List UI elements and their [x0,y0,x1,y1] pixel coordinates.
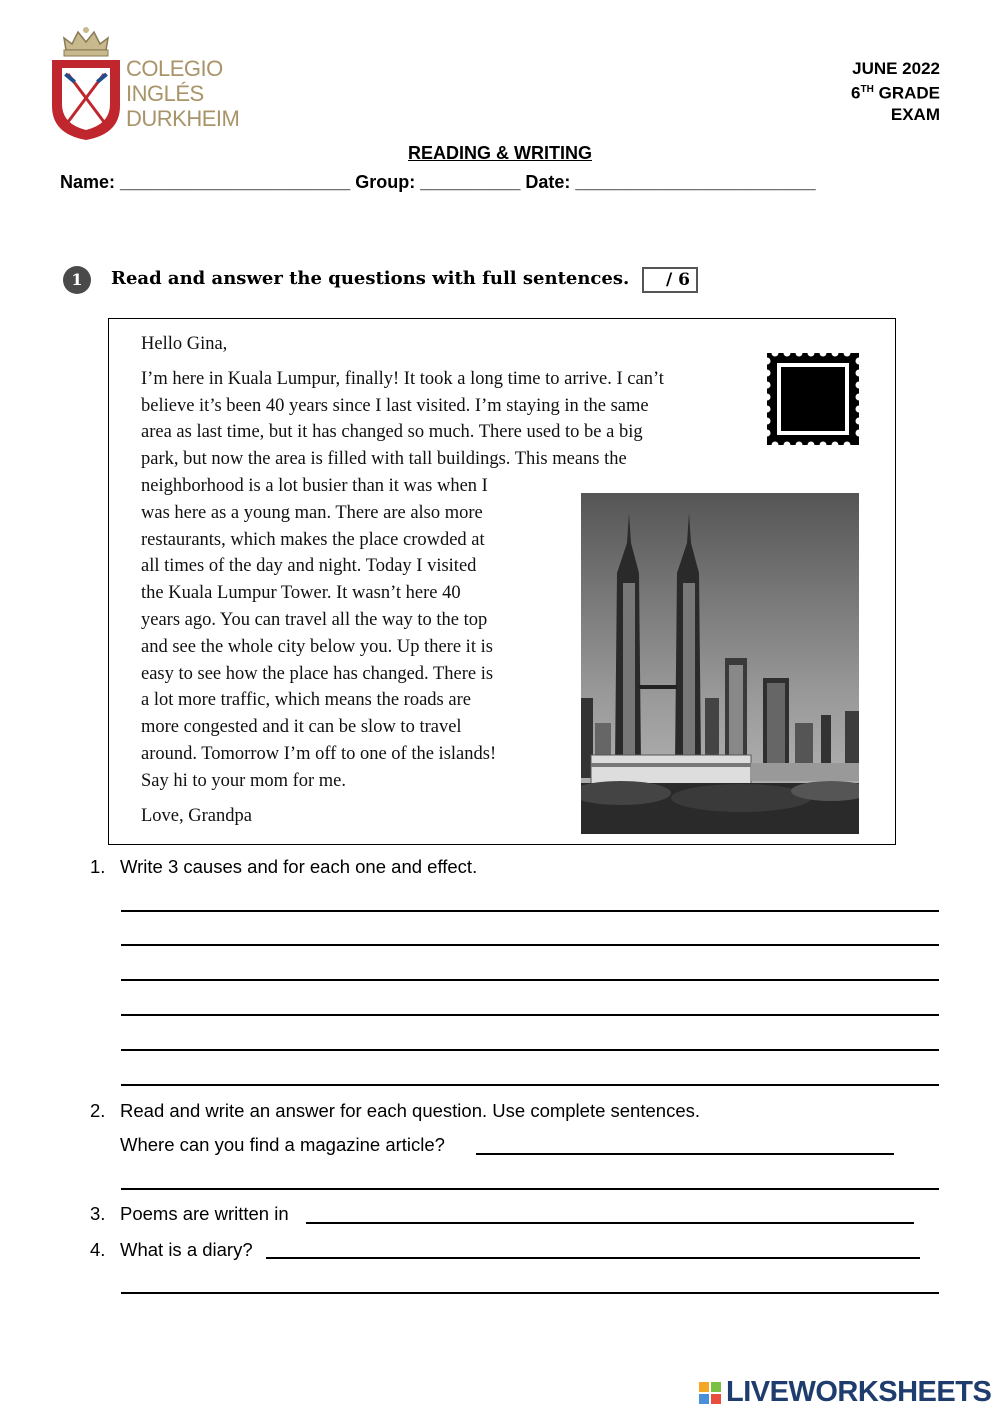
liveworksheets-logo-icon [697,1376,725,1412]
question-1: 1. Write 3 causes and for each one and effect. [90,856,478,877]
petronas-towers-photo [581,493,859,834]
question-4: 4. What is a diary? [90,1239,253,1260]
letter-line: believe it’s been 40 years since I last visited. I’m staying in the same [141,395,649,416]
letter-line: easy to see how the place has changed. There is [141,663,494,684]
answer-line[interactable] [121,1014,939,1016]
letter-line: around. Tomorrow I’m off to one of the islands! [141,743,497,764]
exam-type: EXAM [890,104,940,124]
letter-box [108,318,896,845]
school-name: COLEGIO INGLÉS DURKHEIM [126,56,240,131]
answer-line[interactable] [121,1292,939,1294]
answer-line[interactable] [121,979,939,981]
answer-line[interactable] [266,1257,920,1259]
answer-line[interactable] [476,1153,894,1155]
answer-line[interactable] [121,944,939,946]
section-number: 1 [63,266,91,294]
exam-date: JUNE 2022 [852,59,940,78]
crest-icon [48,24,124,142]
answer-line[interactable] [121,1188,939,1190]
letter-line: a lot more traffic, which means the roads are [141,690,471,711]
letter-line: I’m here in Kuala Lumpur, finally! It took a long time to arrive. I can’t [141,368,664,389]
letter-line: restaurants, which makes the place crowded at [141,529,485,550]
letter-signoff: Love, Grandpa [141,805,252,826]
page-title: READING & WRITING [408,143,592,163]
student-fields[interactable]: Name: _______________________ Group: __________ Date: ________________________ [60,172,816,192]
question-2: 2. Read and write an answer for each question. Use complete sentences. [90,1100,700,1121]
school-logo [48,24,258,144]
question-2-sub: Where can you find a magazine article? [120,1134,445,1155]
letter-line: more congested and it can be slow to travel [141,717,462,738]
letter-line: years ago. You can travel all the way to the top [141,609,488,630]
letter-line: all times of the day and night. Today I visited [141,556,477,577]
letter-greeting: Hello Gina, [141,334,228,354]
footer-brand: LIVEWORKSHEETS [726,1376,992,1408]
answer-line[interactable] [121,1049,939,1051]
answer-line[interactable] [121,910,939,912]
answer-line[interactable] [306,1222,914,1224]
stamp-icon [767,353,859,445]
letter-line: Say hi to your mom for me. [141,770,347,791]
section-instruction: Read and answer the questions with full sentences. [111,268,630,289]
letter-line: neighborhood is a lot busier than it was when I [141,475,488,496]
letter-line: the Kuala Lumpur Tower. It wasn’t here 40 [141,583,461,604]
letter-line: was here as a young man. There are also more [141,502,483,523]
letter-line: park, but now the area is filled with tall buildings. This means the [141,449,627,470]
letter-line: area as last time, but it has changed so much. There used to be a big [141,422,643,443]
answer-line[interactable] [121,1084,939,1086]
letter-line: and see the whole city below you. Up there it is [141,636,493,657]
exam-info [851,58,940,125]
question-3: 3. Poems are written in [90,1203,289,1224]
exam-grade: 6TH GRADE [851,83,940,103]
score-box: / 6 [642,267,698,293]
